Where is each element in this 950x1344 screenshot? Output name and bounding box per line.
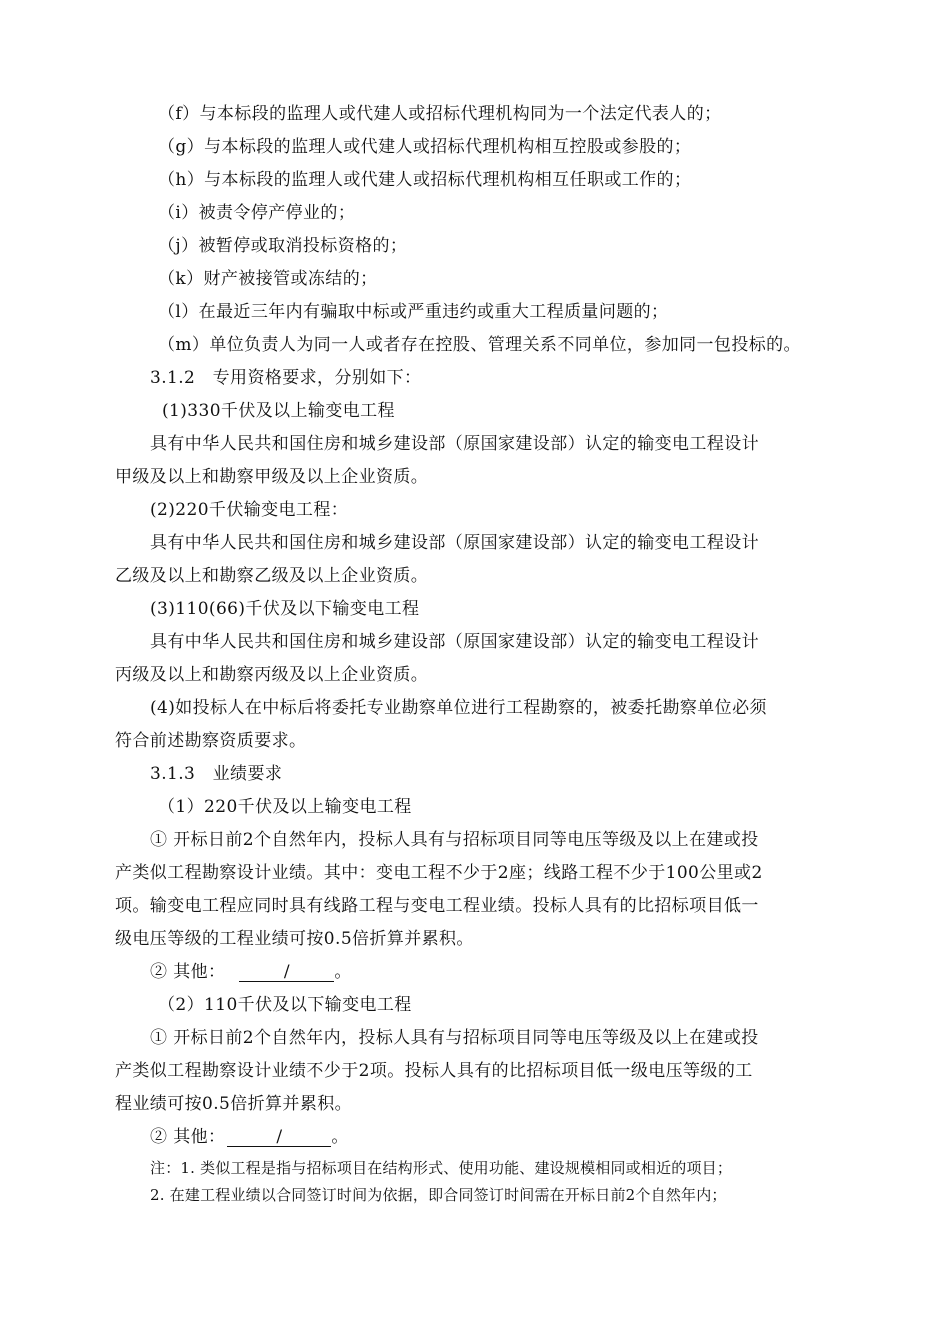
clause-i: （i）被责令停产停业的； <box>158 203 356 223</box>
section-3-1-2-heading: 3.1.2 专用资格要求，分别如下： <box>150 368 422 388</box>
performance-item-2: （2）110千伏及以下输变电工程 <box>158 995 412 1015</box>
other-end-punctuation: 。 <box>331 1127 349 1147</box>
qualification-item-3-text-b: 丙级及以上和勘察丙级及以上企业资质。 <box>115 665 429 685</box>
section-3-1-3-heading: 3.1.3 业绩要求 <box>150 764 283 784</box>
performance-item-2-text-c: 程业绩可按0.5倍折算并累积。 <box>115 1094 353 1114</box>
performance-item-2-text-a: ① 开标日前2个自然年内，投标人具有与招标项目同等电压等级及以上在建或投 <box>150 1028 759 1048</box>
other-label: ② 其他： <box>150 1127 226 1147</box>
qualification-item-1: (1)330千伏及以上输变电工程 <box>162 401 395 421</box>
qualification-item-4-text-a: (4)如投标人在中标后将委托专业勘察单位进行工程勘察的，被委托勘察单位必须 <box>150 698 767 718</box>
qualification-item-3: (3)110(66)千伏及以下输变电工程 <box>150 599 420 619</box>
clause-h: （h）与本标段的监理人或代建人或招标代理机构相互任职或工作的； <box>158 170 692 190</box>
other-fill-blank: / <box>239 963 334 982</box>
clause-l: （l）在最近三年内有骗取中标或严重违约或重大工程质量问题的； <box>158 302 669 322</box>
performance-item-1-text-c: 项。输变电工程应同时具有线路工程与变电工程业绩。投标人具有的比招标项目低一 <box>115 896 759 916</box>
performance-item-1: （1）220千伏及以上输变电工程 <box>158 797 412 817</box>
performance-item-1-other <box>150 961 352 983</box>
note-2: 2. 在建工程业绩以合同签订时间为依据，即合同签订时间需在开标日前2个自然年内； <box>150 1186 727 1204</box>
performance-item-1-text-d: 级电压等级的工程业绩可按0.5倍折算并累积。 <box>115 929 474 949</box>
qualification-item-4-text-b: 符合前述勘察资质要求。 <box>115 731 307 751</box>
clause-g: （g）与本标段的监理人或代建人或招标代理机构相互控股或参股的； <box>158 137 692 157</box>
other-end-punctuation: 。 <box>334 962 352 982</box>
performance-item-1-text-a: ① 开标日前2个自然年内，投标人具有与招标项目同等电压等级及以上在建或投 <box>150 830 759 850</box>
qualification-item-2-text-a: 具有中华人民共和国住房和城乡建设部（原国家建设部）认定的输变电工程设计 <box>150 533 759 553</box>
qualification-item-3-text-a: 具有中华人民共和国住房和城乡建设部（原国家建设部）认定的输变电工程设计 <box>150 632 759 652</box>
qualification-item-2: (2)220千伏输变电工程： <box>150 500 349 520</box>
note-1: 注：1. 类似工程是指与招标项目在结构形式、使用功能、建设规模相同或相近的项目； <box>150 1159 733 1177</box>
qualification-item-2-text-b: 乙级及以上和勘察乙级及以上企业资质。 <box>115 566 429 586</box>
other-fill-blank: / <box>227 1128 331 1147</box>
clause-f: （f）与本标段的监理人或代建人或招标代理机构同为一个法定代表人的； <box>158 104 722 124</box>
clause-k: （k）财产被接管或冻结的； <box>158 269 378 289</box>
other-label: ② 其他： <box>150 962 226 982</box>
clause-j: （j）被暂停或取消投标资格的； <box>158 236 408 256</box>
performance-item-2-other <box>150 1126 349 1148</box>
performance-item-2-text-b: 产类似工程勘察设计业绩不少于2项。投标人具有的比招标项目低一级电压等级的工 <box>115 1061 753 1081</box>
qualification-item-1-text-b: 甲级及以上和勘察甲级及以上企业资质。 <box>115 467 429 487</box>
performance-item-1-text-b: 产类似工程勘察设计业绩。其中：变电工程不少于2座；线路工程不少于100公里或2 <box>115 863 763 883</box>
clause-m: （m）单位负责人为同一人或者存在控股、管理关系不同单位，参加同一包投标的。 <box>158 335 801 355</box>
qualification-item-1-text-a: 具有中华人民共和国住房和城乡建设部（原国家建设部）认定的输变电工程设计 <box>150 434 759 454</box>
